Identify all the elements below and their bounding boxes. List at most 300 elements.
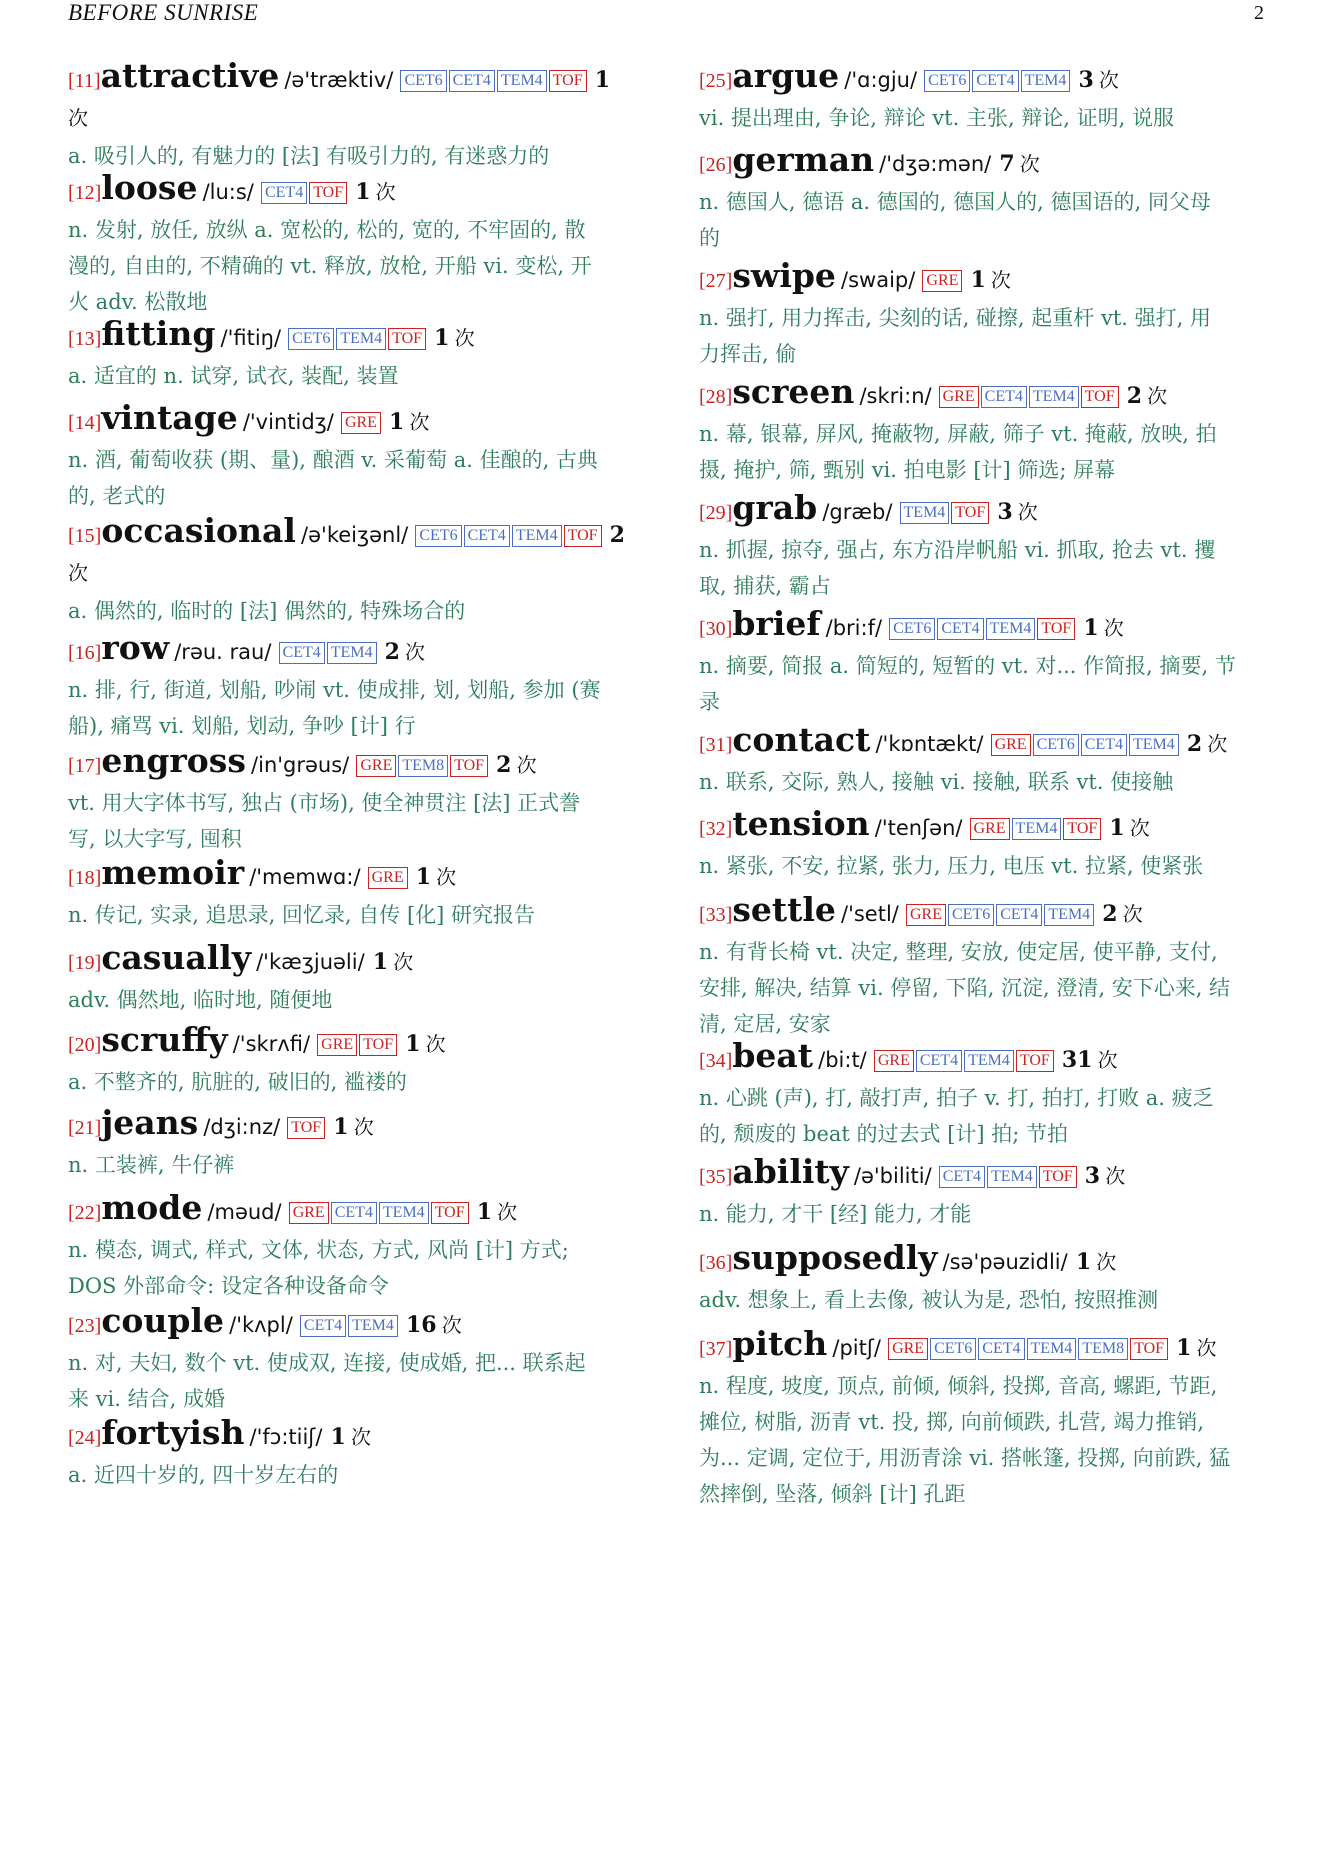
dictionary-entry [699,892,1284,1042]
entry-number: [16] [68,642,102,664]
dictionary-entry [699,1326,1284,1512]
entry-headline [699,142,1284,184]
definition-line: 清, 定居, 安家 [699,1012,831,1036]
definition-line: n. 传记, 实录, 追思录, 回忆录, 自传 [化] 研究报告 [68,903,536,927]
entry-headline [699,58,1284,100]
occurrence-count: 1 [1083,615,1099,641]
exam-tag-tem4: TEM4 [964,1050,1014,1072]
dictionary-entry [68,1415,653,1493]
definition-line: n. 能力, 才干 [经] 能力, 才能 [699,1202,972,1226]
entry-headline [699,806,1284,848]
phonetic-transcription: /'kɒntækt/ [875,732,984,756]
occurrence-unit: 次 [425,1032,446,1056]
occurrence-unit: 次 [441,1313,462,1337]
occurrence-unit: 次 [1207,732,1228,756]
exam-tag-cet4: CET4 [300,1315,346,1337]
definition-line: n. 发射, 放任, 放纵 a. 宽松的, 松的, 宽的, 不牢固的, 散 [68,218,586,242]
occurrence-unit: 次 [350,1425,371,1449]
entry-number: [28] [699,386,733,408]
exam-tag-tem4: TEM4 [987,1166,1037,1188]
exam-tag-tem4: TEM4 [986,618,1036,640]
definition-line: n. 联系, 交际, 熟人, 接触 vi. 接触, 联系 vt. 使接触 [699,770,1174,794]
occurrence-count: 1 [434,325,450,351]
page-number: 2 [1254,2,1264,24]
dictionary-entry [68,400,653,514]
entry-headline [699,374,1284,416]
dictionary-entry [699,806,1284,884]
definition-line: n. 摘要, 简报 a. 简短的, 短暂的 vt. 对... 作简报, 摘要, 节 [699,654,1236,678]
exam-tag-tem4: TEM4 [336,328,386,350]
headword: tension [732,804,870,843]
dictionary-entry [699,722,1284,800]
exam-tag-cet4: CET4 [331,1202,377,1224]
occurrence-unit: 次 [1103,616,1124,640]
dictionary-entry [68,58,653,174]
headword: loose [101,168,198,207]
exam-tag-gre: GRE [289,1202,329,1224]
definition-line: 摊位, 树脂, 沥青 vt. 投, 掷, 向前倾跌, 扎营, 竭力推销, [699,1410,1205,1434]
exam-tag-tof: TOF [1063,818,1101,840]
definition-line: 为... 定调, 定位于, 用沥青涂 vi. 搭帐篷, 投掷, 向前跌, 猛 [699,1446,1231,1470]
definition-line: n. 排, 行, 街道, 划船, 吵闹 vt. 使成排, 划, 划船, 参加 (赛 [68,678,601,702]
occurrence-unit: 次 [1105,1164,1126,1188]
phonetic-transcription: /swaip/ [841,268,916,292]
dictionary-entry [699,606,1284,720]
definition-line: vt. 用大字体书写, 独占 (市场), 使全神贯注 [法] 正式誊 [68,791,581,815]
dictionary-entry [699,1038,1284,1152]
entry-headline [68,630,653,672]
exam-tag-gre: GRE [888,1338,928,1360]
exam-tag-tof: TOF [287,1117,325,1139]
entry-headline [68,1105,653,1147]
occurrence-count: 1 [594,67,611,93]
occurrence-unit: 次 [68,106,88,130]
definition-line: a. 吸引人的, 有魅力的 [法] 有吸引力的, 有迷惑力的 [68,144,550,168]
entry-number: [17] [68,755,102,777]
entry-headline [68,58,653,138]
phonetic-transcription: /bi:t/ [818,1048,867,1072]
dictionary-entry [68,743,653,857]
phonetic-transcription: /dʒi:nz/ [203,1115,281,1139]
headword: settle [732,890,836,929]
entry-number: [35] [699,1166,733,1188]
exam-tag-tem4: TEM4 [1029,386,1079,408]
exam-tag-tof: TOF [309,182,347,204]
entry-number: [18] [68,867,102,889]
headword: fitting [101,314,216,353]
headword: scruffy [101,1020,228,1059]
occurrence-unit: 次 [68,561,88,585]
occurrence-count: 1 [476,1199,493,1225]
headword: jeans [101,1103,199,1142]
exam-tag-cet4: CET4 [978,1338,1024,1360]
exam-tag-tem8: TEM8 [398,755,448,777]
phonetic-transcription: /ə'keiʒənl/ [301,523,409,547]
phonetic-transcription: /'dʒə:mən/ [879,152,992,176]
entry-headline [68,1022,653,1064]
headword: contact [732,720,871,759]
headword: memoir [101,853,245,892]
entry-headline [68,170,653,212]
definition-line: n. 程度, 坡度, 顶点, 前倾, 倾斜, 投掷, 音高, 螺距, 节距, [699,1374,1218,1398]
definition-line: n. 酒, 葡萄收获 (期、量), 酿酒 v. 采葡萄 a. 佳酿的, 古典 [68,448,598,472]
headword: brief [732,604,821,643]
headword: vintage [101,398,238,437]
definition-line: 然摔倒, 坠落, 倾斜 [计] 孔距 [699,1482,966,1506]
headword: casually [101,938,252,977]
exam-tag-cet6: CET6 [930,1338,976,1360]
occurrence-unit: 次 [409,410,430,434]
phonetic-transcription: /'ɑ:gju/ [844,68,918,92]
dictionary-entry [699,1240,1284,1318]
exam-tag-cet4: CET4 [464,525,510,547]
headword: mode [101,1188,203,1227]
exam-tag-tof: TOF [1130,1338,1168,1360]
exam-tag-tem4: TEM4 [1044,904,1094,926]
entry-headline [699,1038,1284,1080]
phonetic-transcription: /'kʌpl/ [229,1313,293,1337]
entry-number: [29] [699,502,733,524]
definition-line: 录 [699,690,720,714]
exam-tag-gre: GRE [922,270,962,292]
entry-number: [19] [68,952,102,974]
definition-line: a. 偶然的, 临时的 [法] 偶然的, 特殊场合的 [68,599,466,623]
exam-tag-gre: GRE [341,412,381,434]
definition-line: DOS 外部命令: 设定各种设备命令 [68,1274,389,1298]
exam-tag-tof: TOF [564,525,602,547]
headword: supposedly [732,1238,938,1277]
entry-number: [14] [68,412,102,434]
entry-number: [24] [68,1427,102,1449]
definition-line: n. 心跳 (声), 打, 敲打声, 拍子 v. 打, 拍打, 打败 a. 疲乏 [699,1086,1214,1110]
phonetic-transcription: /'fitiŋ/ [220,326,282,350]
exam-tag-gre: GRE [356,755,396,777]
exam-tag-tof: TOF [1016,1050,1054,1072]
headword: fortyish [101,1413,245,1452]
occurrence-count: 1 [330,1424,346,1450]
occurrence-count: 1 [389,409,405,435]
exam-tag-tof: TOF [431,1202,469,1224]
exam-tag-tof: TOF [359,1034,397,1056]
definition-line: 摄, 掩护, 筛, 甄别 vi. 拍电影 [计] 筛选; 屏幕 [699,458,1116,482]
entry-number: [20] [68,1034,102,1056]
occurrence-unit: 次 [497,1200,518,1224]
exam-tag-tem4: TEM4 [1129,734,1179,756]
exam-tag-cet6: CET6 [400,70,446,92]
entry-headline [699,606,1284,648]
occurrence-count: 2 [384,639,400,665]
entry-number: [23] [68,1315,102,1337]
phonetic-transcription: /sə'pəuzidli/ [942,1250,1068,1274]
entry-headline [68,400,653,442]
occurrence-unit: 次 [1122,902,1143,926]
occurrence-unit: 次 [516,753,537,777]
exam-tag-tem4: TEM4 [348,1315,398,1337]
headword: ability [732,1152,849,1191]
headword: swipe [732,256,836,295]
occurrence-unit: 次 [353,1115,374,1139]
occurrence-count: 3 [1078,67,1094,93]
definition-line: a. 不整齐的, 肮脏的, 破旧的, 褴褛的 [68,1070,407,1094]
definition-line: 的, 老式的 [68,484,166,508]
headword: beat [732,1036,814,1075]
occurrence-count: 1 [1109,815,1125,841]
definition-line: adv. 偶然地, 临时地, 随便地 [68,988,333,1012]
dictionary-entry [68,170,653,320]
definition-line: 的, 颓废的 beat 的过去式 [计] 拍; 节拍 [699,1122,1069,1146]
entry-number: [27] [699,270,733,292]
definition-line: n. 抓握, 掠夺, 强占, 东方沿岸帆船 vi. 抓取, 抢去 vt. 攫 [699,538,1216,562]
dictionary-entry [68,1303,653,1417]
definition-line: 来 vi. 结合, 成婚 [68,1387,225,1411]
occurrence-count: 16 [406,1312,437,1338]
definition-line: 火 adv. 松散地 [68,290,208,314]
dictionary-entry [68,513,653,629]
occurrence-unit: 次 [393,950,414,974]
dictionary-entry [699,142,1284,256]
occurrence-count: 1 [1075,1249,1092,1275]
dictionary-entry [68,1022,653,1100]
headword: german [732,140,875,179]
entry-headline [699,258,1284,300]
exam-tag-cet4: CET4 [939,1166,985,1188]
book-title: BEFORE SUNRISE [68,0,259,25]
definition-line: 漫的, 自由的, 不精确的 vt. 释放, 放枪, 开船 vi. 变松, 开 [68,254,592,278]
exam-tag-tem4: TEM4 [1027,1338,1077,1360]
occurrence-unit: 次 [375,180,396,204]
exam-tag-gre: GRE [874,1050,914,1072]
exam-tag-cet6: CET6 [415,525,461,547]
occurrence-count: 3 [1084,1163,1101,1189]
phonetic-transcription: /məud/ [207,1200,282,1224]
dictionary-entry [699,258,1284,372]
occurrence-count: 31 [1061,1047,1093,1073]
entry-headline [68,513,653,593]
phonetic-transcription: /'setl/ [841,902,899,926]
occurrence-unit: 次 [1097,1048,1118,1072]
dictionary-entry [699,1154,1284,1232]
definition-line: n. 德国人, 德语 a. 德国的, 德国人的, 德国语的, 同父母 [699,190,1211,214]
exam-tag-cet4: CET4 [916,1050,962,1072]
dictionary-entry [699,374,1284,488]
occurrence-unit: 次 [405,640,426,664]
exam-tag-cet4: CET4 [1081,734,1127,756]
dictionary-entry [68,855,653,933]
headword: attractive [100,56,280,95]
exam-tag-gre: GRE [906,904,946,926]
exam-tag-tem4: TEM4 [327,642,377,664]
exam-tag-tof: TOF [549,70,587,92]
exam-tag-tem4: TEM4 [900,502,950,524]
occurrence-count: 1 [1176,1335,1192,1361]
dictionary-entry [68,1105,653,1183]
entry-number: [13] [68,328,102,350]
occurrence-unit: 次 [990,268,1011,292]
phonetic-transcription: /rəu. rau/ [174,640,272,664]
occurrence-count: 1 [405,1031,421,1057]
entry-headline [68,1415,653,1457]
occurrence-unit: 次 [1019,152,1040,176]
exam-tag-gre: GRE [368,867,408,889]
exam-tag-cet4: CET4 [937,618,983,640]
exam-tag-cet6: CET6 [889,618,935,640]
exam-tag-tof: TOF [450,755,488,777]
dictionary-entry [68,316,653,394]
headword: engross [101,741,246,780]
phonetic-transcription: /skri:n/ [859,384,932,408]
occurrence-count: 2 [1186,731,1203,757]
entry-number: [22] [68,1202,102,1224]
definition-line: vi. 提出理由, 争论, 辩论 vt. 主张, 辩论, 证明, 说服 [699,106,1175,130]
exam-tag-gre: GRE [991,734,1031,756]
occurrence-unit: 次 [1196,1336,1217,1360]
occurrence-unit: 次 [436,865,457,889]
entry-headline [68,1303,653,1345]
definition-line: 的 [699,226,720,250]
definition-line: n. 幕, 银幕, 屏风, 掩蔽物, 屏蔽, 筛子 vt. 掩蔽, 放映, 拍 [699,422,1217,446]
exam-tag-tof: TOF [1039,1166,1077,1188]
occurrence-count: 7 [999,151,1015,177]
entry-headline [699,1240,1284,1282]
phonetic-transcription: /lu:s/ [202,180,254,204]
occurrence-count: 2 [609,522,625,548]
exam-tag-tem4: TEM4 [379,1202,429,1224]
entry-headline [699,892,1284,934]
occurrence-count: 2 [1126,383,1143,409]
entry-number: [36] [699,1252,733,1274]
exam-tag-cet6: CET6 [924,70,970,92]
occurrence-unit: 次 [1017,500,1038,524]
entry-headline [68,940,653,982]
entry-number: [30] [699,618,733,640]
definition-line: 写, 以大字写, 囤积 [68,827,242,851]
exam-tag-tof: TOF [1037,618,1075,640]
occurrence-unit: 次 [1098,68,1119,92]
headword: pitch [732,1324,828,1363]
exam-tag-cet4: CET4 [449,70,495,92]
entry-number: [34] [699,1050,733,1072]
exam-tag-cet4: CET4 [981,386,1027,408]
exam-tag-cet6: CET6 [948,904,994,926]
dictionary-entry [68,940,653,1018]
headword: couple [101,1301,225,1340]
exam-tag-tem4: TEM4 [1012,818,1062,840]
definition-line: n. 紧张, 不安, 拉紧, 张力, 压力, 电压 vt. 拉紧, 使紧张 [699,854,1204,878]
exam-tag-cet6: CET6 [1033,734,1079,756]
entry-number: [21] [68,1117,102,1139]
entry-headline [68,1190,653,1232]
exam-tag-cet4: CET4 [261,182,307,204]
exam-tag-tem4: TEM4 [1021,70,1071,92]
definition-line: 船), 痛骂 vi. 划船, 划动, 争吵 [计] 行 [68,714,416,738]
phonetic-transcription: /ə'biliti/ [853,1164,932,1188]
headword: grab [732,488,818,527]
phonetic-transcription: /'fɔ:tiiʃ/ [249,1425,323,1449]
entry-number: [37] [699,1338,733,1360]
occurrence-count: 1 [970,267,986,293]
entry-number: [26] [699,154,733,176]
exam-tag-gre: GRE [317,1034,357,1056]
phonetic-transcription: /'vintidʒ/ [242,410,334,434]
definition-line: 安排, 解决, 结算 vi. 停留, 下陷, 沉淀, 澄清, 安下心来, 结 [699,976,1231,1000]
headword: row [101,628,170,667]
exam-tag-tof: TOF [1081,386,1119,408]
definition-line: n. 工装裤, 牛仔裤 [68,1153,235,1177]
exam-tag-cet4: CET4 [996,904,1042,926]
entry-headline [68,855,653,897]
entry-number: [32] [699,818,733,840]
phonetic-transcription: /græb/ [822,500,893,524]
entry-headline [68,316,653,358]
phonetic-transcription: /in'grəus/ [251,753,350,777]
entry-headline [699,1154,1284,1196]
dictionary-entry [699,490,1284,604]
definition-line: n. 模态, 调式, 样式, 文体, 状态, 方式, 风尚 [计] 方式; [68,1238,569,1262]
definition-line: 取, 捕获, 霸占 [699,574,831,598]
headword: occasional [101,511,296,550]
definition-line: a. 近四十岁的, 四十岁左右的 [68,1463,339,1487]
entry-number: [33] [699,904,733,926]
occurrence-unit: 次 [454,326,475,350]
exam-tag-cet4: CET4 [972,70,1018,92]
phonetic-transcription: /'memwɑ:/ [249,865,361,889]
entry-headline [699,722,1284,764]
definition-line: n. 对, 夫妇, 数个 vt. 使成双, 连接, 使成婚, 把... 联系起 [68,1351,586,1375]
exam-tag-cet4: CET4 [279,642,325,664]
entry-number: [31] [699,734,733,756]
exam-tag-tof: TOF [951,502,989,524]
phonetic-transcription: /'kæʒjuəli/ [256,950,365,974]
phonetic-transcription: /ə'træktiv/ [284,68,394,92]
entry-headline [699,1326,1284,1368]
occurrence-unit: 次 [1147,384,1168,408]
exam-tag-gre: GRE [939,386,979,408]
exam-tag-tem8: TEM8 [1078,1338,1128,1360]
definition-line: n. 强打, 用力挥击, 尖刻的话, 碰擦, 起重杆 vt. 强打, 用 [699,306,1211,330]
exam-tag-tof: TOF [388,328,426,350]
entry-number: [25] [699,70,733,92]
occurrence-unit: 次 [1129,816,1150,840]
phonetic-transcription: /'skrʌfi/ [232,1032,311,1056]
phonetic-transcription: /'tenʃən/ [874,816,963,840]
dictionary-entry [68,1190,653,1304]
phonetic-transcription: /bri:f/ [825,616,883,640]
exam-tag-tem4: TEM4 [512,525,562,547]
occurrence-count: 1 [415,864,432,890]
occurrence-count: 3 [997,499,1013,525]
exam-tag-cet6: CET6 [288,328,334,350]
definition-line: a. 适宜的 n. 试穿, 试衣, 装配, 装置 [68,364,399,388]
entry-number: [11] [68,70,101,92]
entry-number: [15] [68,525,102,547]
dictionary-entry [68,630,653,744]
occurrence-unit: 次 [1096,1250,1117,1274]
entry-headline [68,743,653,785]
headword: argue [732,56,840,95]
headword: screen [732,372,855,411]
definition-line: 力挥击, 偷 [699,342,797,366]
occurrence-count: 2 [496,752,512,778]
definition-line: adv. 想象上, 看上去像, 被认为是, 恐怕, 按照推测 [699,1288,1159,1312]
definition-line: n. 有背长椅 vt. 决定, 整理, 安放, 使定居, 使平静, 支付, [699,940,1218,964]
occurrence-count: 1 [333,1114,349,1140]
exam-tag-tem4: TEM4 [497,70,547,92]
dictionary-entry [699,58,1284,136]
occurrence-count: 1 [372,949,389,975]
phonetic-transcription: /pitʃ/ [832,1336,881,1360]
entry-headline [699,490,1284,532]
occurrence-count: 2 [1102,901,1118,927]
